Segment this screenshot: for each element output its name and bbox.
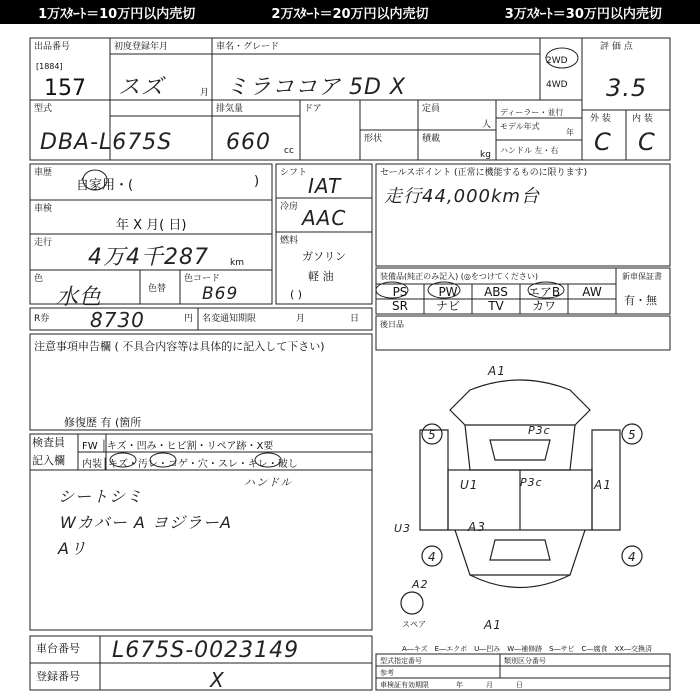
class-label: 類別区分番号 (504, 657, 546, 665)
ref-label: 参考 (380, 669, 394, 677)
car-diagram (401, 380, 642, 614)
sales-text: 走行44,000km台 (384, 186, 540, 207)
fuel-label: 燃料 (280, 236, 299, 246)
maker: スズ (118, 75, 165, 100)
int-grade: C (638, 128, 656, 156)
damage-mark: 4 (628, 550, 637, 564)
name-label: 車名・グレード (216, 42, 280, 52)
handle-label: ハンドル 左・右 (500, 146, 559, 155)
equipment-label: 装備品(純正のみ記入) (◎をつけてください) (380, 272, 539, 281)
notice-label: 名変通知期限 (202, 314, 257, 324)
fuel-gasoline: ガソリン (302, 250, 346, 263)
color-label: 色 (34, 274, 44, 284)
shape-label: 形状 (364, 134, 383, 144)
handwritten-line1: シートシミ (58, 487, 144, 506)
notice-day: 日 (350, 314, 360, 324)
fuel-other: ( ) (290, 288, 303, 301)
model-year-label: モデル年式 (500, 122, 540, 131)
inspect-row1: FW │キズ・凹み・ヒビ割・リペア跡・X要 (82, 441, 274, 452)
warranty: 有・無 (624, 294, 657, 307)
equip-abs: ABS (484, 285, 508, 299)
damage-legend: A―キズ E―エクボ U―凹み W―補修跡 S―サビ C―腐食 XX―交換済 (402, 645, 653, 653)
repair-history: 修復歴 有 (箇所 (64, 416, 142, 429)
damage-mark: A1 (484, 618, 502, 632)
regyear-label: 初度登録年月 (114, 42, 169, 52)
banner-item: 1万ｽﾀｰﾄ＝10万円以内売切 (38, 6, 196, 22)
expire-day: 日 (516, 681, 523, 689)
chassis-number: L675S-0023149 (112, 638, 300, 663)
shift: IAT (308, 174, 342, 198)
ac-label: 冷房 (280, 202, 299, 212)
damage-mark: A1 (488, 364, 506, 378)
equip-sr: SR (392, 299, 408, 313)
damage-mark: P3c (528, 424, 551, 437)
expire-year: 年 (456, 681, 463, 689)
equip-ps: PS (392, 285, 408, 299)
notice-month: 月 (296, 314, 306, 324)
after-label: 後日品 (380, 320, 404, 329)
damage-mark: U3 (394, 522, 412, 535)
reg-number: X (210, 668, 225, 692)
door-label: ドア (304, 104, 322, 114)
damage-mark: 5 (428, 428, 437, 442)
damage-mark: A3 (468, 520, 486, 534)
warranty-label: 新車保証書 (622, 272, 662, 281)
handwritten-line2: Wカバー A ヨジラーA (60, 513, 232, 532)
lot-code: [1884] (36, 62, 63, 71)
damage-mark: 5 (628, 428, 637, 442)
fuel-diesel: 軽 油 (308, 270, 334, 283)
equip-leather: カワ (531, 299, 556, 313)
history: 自家用・( (76, 178, 134, 193)
displacement: 660 (226, 130, 271, 155)
capacity-label: 定員 (422, 104, 441, 114)
damage-mark: A1 (594, 478, 612, 492)
4wd-label: 4WD (546, 80, 568, 90)
handwritten-line3: Aリ (58, 539, 87, 558)
mileage-label: 走行 (34, 238, 53, 248)
yen-unit: 円 (184, 314, 194, 324)
color-code-label: 色コード (184, 274, 221, 284)
dealer-label: ディーラー・並行 (500, 108, 564, 117)
spare-label: スペア (402, 620, 426, 629)
shaken: 年 X 月( 日) (116, 218, 187, 233)
equip-airbag: エアB (527, 285, 561, 299)
model-type: DBA-L675S (40, 130, 173, 155)
equip-aw: AW (582, 285, 602, 299)
damage-mark: P3c (520, 476, 543, 489)
color-change-label: 色替 (148, 284, 167, 294)
expire-label: 車検証有効期限 (380, 681, 429, 689)
sales-label: セールスポイント (正常に機能するものに限ります) (380, 168, 588, 178)
month-unit: 月 (200, 88, 210, 98)
banner-item: 3万ｽﾀｰﾄ＝30万円以内売切 (504, 6, 662, 22)
recycle-label: R券 (34, 314, 50, 324)
lot-number: 157 (44, 76, 86, 101)
damage-mark: A2 (412, 578, 429, 591)
ext-label: 外 装 (590, 114, 611, 124)
equip-navi: ナビ (435, 299, 460, 313)
car-name: ミラココア 5D X (226, 75, 406, 100)
mileage: 4万4千287 (88, 245, 209, 270)
ac: AAC (302, 206, 347, 230)
disp-label: 排気量 (216, 104, 244, 114)
entry-label: 記入欄 (32, 454, 65, 467)
notes-label: 注意事項申告欄 ( 不具合内容等は具体的に記入して下さい) (34, 340, 325, 353)
person-unit: 人 (482, 120, 492, 130)
type-label: 型式 (34, 104, 53, 114)
type-num-label: 型式指定番号 (380, 657, 422, 665)
lot-label: 出品番号 (34, 42, 71, 52)
equip-tv: TV (488, 299, 504, 313)
history-label: 車歴 (34, 168, 53, 178)
recycle-amount: 8730 (90, 308, 145, 332)
color: 水色 (56, 285, 103, 310)
km-unit: km (230, 258, 244, 268)
expire-month: 月 (486, 681, 493, 689)
ext-grade: C (594, 128, 612, 156)
damage-mark: 4 (428, 550, 437, 564)
banner-item: 2万ｽﾀｰﾄ＝20万円以内売切 (271, 6, 429, 22)
load-label: 積載 (422, 134, 441, 144)
damage-mark: U1 (460, 478, 479, 492)
grade-label: 評 価 点 (600, 42, 633, 52)
hand-note: ハンドル (244, 476, 292, 489)
2wd-label: 2WD (546, 56, 568, 66)
color-code: B69 (202, 284, 239, 304)
cc-unit: cc (284, 146, 294, 156)
inspector-label: 検査員 (32, 436, 65, 449)
grade-value: 3.5 (606, 74, 648, 102)
year-unit: 年 (566, 128, 574, 137)
shaken-label: 車検 (34, 204, 53, 214)
kg-unit: kg (480, 150, 491, 160)
chassis-label: 車台番号 (36, 642, 80, 655)
history-close: ) (254, 174, 260, 189)
int-label: 内 装 (632, 114, 653, 124)
shift-label: シフト (280, 168, 308, 178)
equipment-grid (376, 285, 616, 313)
equip-pw: PW (438, 285, 458, 299)
inspect-row2: 内装│キズ・汚レ・コゲ・穴・スレ・キレ・破し (82, 459, 298, 470)
reg-label: 登録番号 (36, 670, 80, 683)
